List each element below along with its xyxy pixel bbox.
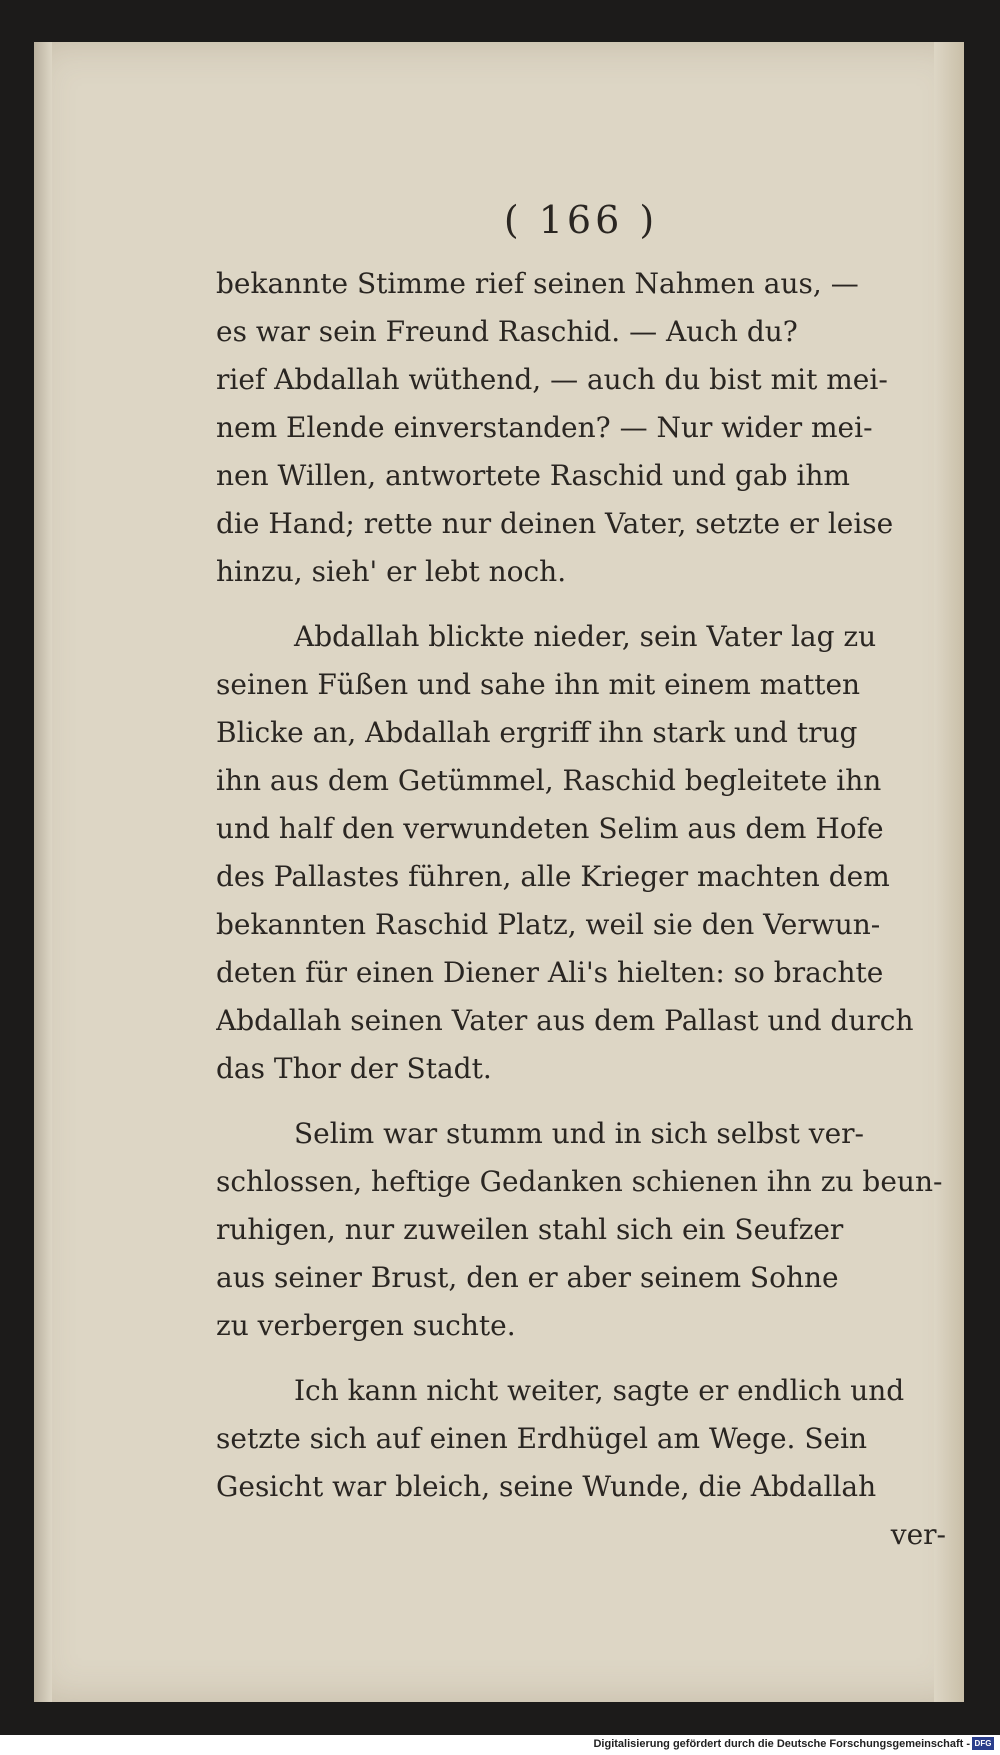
text-line: seinen Füßen und sahe ihn mit einem matten: [216, 668, 861, 701]
text-line: bekannte Stimme rief seinen Nahmen aus, —: [216, 267, 859, 300]
text-line: nem Elende einverstanden? — Nur wider mei-: [216, 411, 873, 444]
text-line: rief Abdallah wüthend, — auch du bist mit mei-: [216, 363, 888, 396]
text-line: das Thor der Stadt.: [216, 1052, 492, 1085]
paragraph-3: [216, 1110, 946, 1350]
text-line: ihn aus dem Getümmel, Raschid begleitete ihn: [216, 764, 882, 797]
text-line: ruhigen, nur zuweilen stahl sich ein Seufzer: [216, 1213, 844, 1246]
text-line: des Pallastes führen, alle Krieger machten dem: [216, 860, 890, 893]
text-block: [216, 190, 946, 1559]
text-line: Gesicht war bleich, seine Wunde, die Abdallah: [216, 1470, 877, 1503]
page-gutter: [34, 42, 52, 1702]
text-line: deten für einen Diener Ali's hielten: so brachte: [216, 956, 884, 989]
paragraph-2: [216, 613, 946, 1093]
book-page: [34, 42, 964, 1702]
text-line: und half den verwundeten Selim aus dem Hofe: [216, 812, 884, 845]
text-line: Ich kann nicht weiter, sagte er endlich und: [294, 1374, 905, 1407]
text-line: zu verbergen suchte.: [216, 1309, 516, 1342]
text-line: Selim war stumm und in sich selbst ver-: [294, 1117, 865, 1150]
paragraph-1: [216, 260, 946, 596]
text-line: die Hand; rette nur deinen Vater, setzte er leise: [216, 507, 894, 540]
dfg-logo-icon: DFG: [972, 1737, 994, 1750]
paragraph-4: [216, 1367, 946, 1511]
text-line: aus seiner Brust, den er aber seinem Sohne: [216, 1261, 839, 1294]
text-line: nen Willen, antwortete Raschid und gab ihm: [216, 459, 850, 492]
text-line: setzte sich auf einen Erdhügel am Wege. Sein: [216, 1422, 868, 1455]
text-line: Blicke an, Abdallah ergriff ihn stark und trug: [216, 716, 858, 749]
text-line: schlossen, heftige Gedanken schienen ihn zu beun-: [216, 1165, 943, 1198]
footer-credit: Digitalisierung gefördert durch die Deutsche Forschungsgemeinschaft -: [593, 1738, 970, 1750]
text-line: hinzu, sieh' er lebt noch.: [216, 555, 567, 588]
page-number: ( 166 ): [503, 198, 659, 242]
text-line: Abdallah seinen Vater aus dem Pallast und durch: [216, 1004, 914, 1037]
catchword: ver-: [890, 1518, 946, 1551]
text-line: bekannten Raschid Platz, weil sie den Verwun-: [216, 908, 881, 941]
text-line: Abdallah blickte nieder, sein Vater lag zu: [294, 620, 877, 653]
text-line: es war sein Freund Raschid. — Auch du?: [216, 315, 798, 348]
